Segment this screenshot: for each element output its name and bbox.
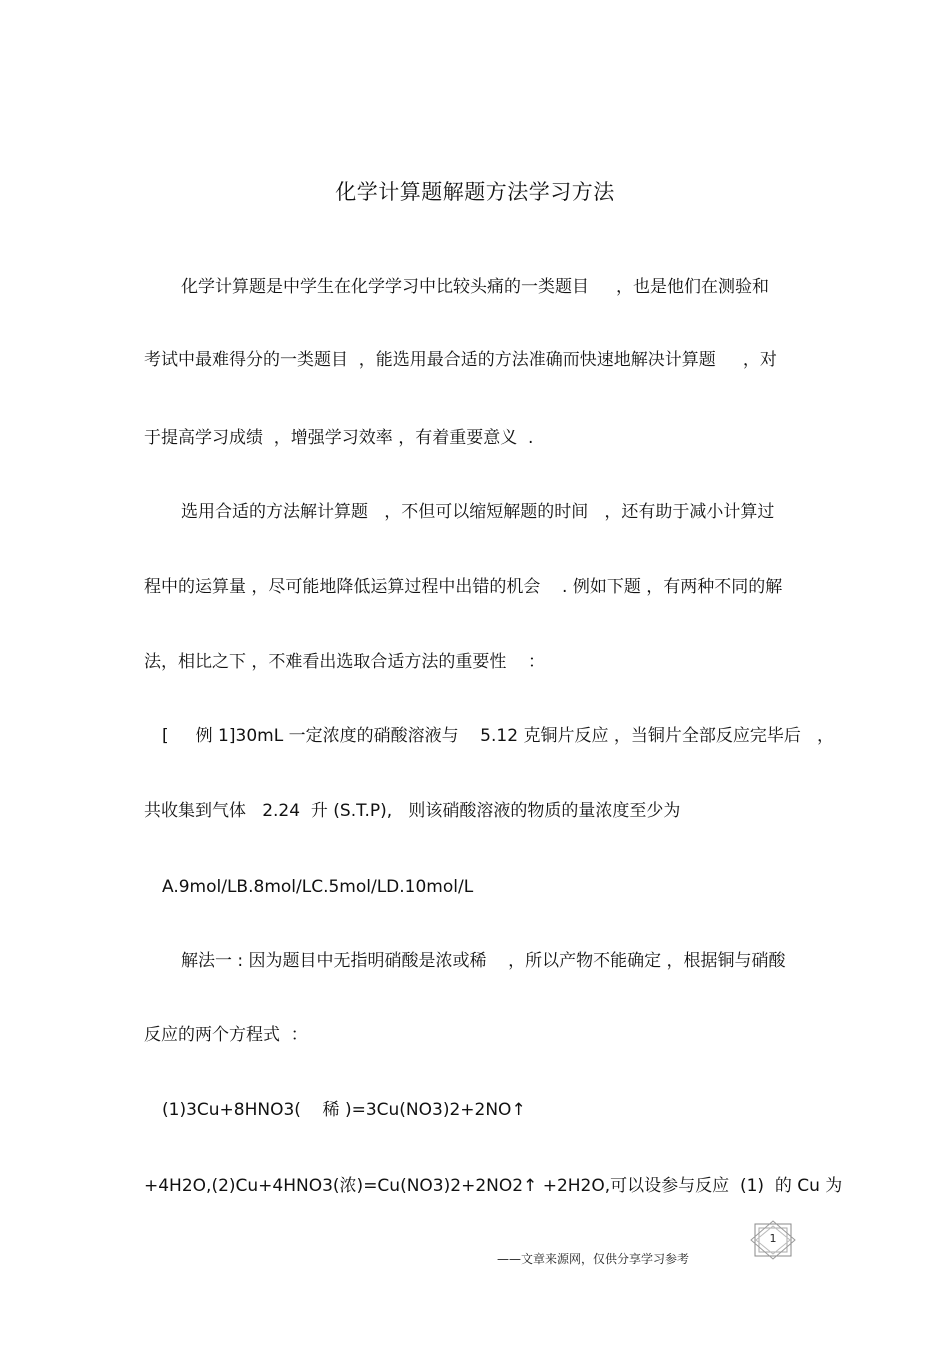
example-line-1: [ 例 1]30mL 一定浓度的硝酸溶液与 5.12 克铜片反应 ，当铜片全部反应完毕后 ，	[162, 726, 835, 746]
solution-line-2: 反应的两个方程式 ：	[144, 1025, 308, 1045]
paragraph-line-3: 于提高学习成绩 ，增强学习效率 ，有着重要意义 .	[144, 428, 534, 448]
example-line-2: 共收集到气体 2.24 升 (S.T.P), 则该硝酸溶液的物质的量浓度至少为	[144, 801, 681, 821]
equation-line-1: (1)3Cu+8HNO3( 稀 )=3Cu(NO3)2+2NO↑	[162, 1100, 526, 1120]
paragraph-line-2: 考试中最难得分的一类题目 ，能选用最合适的方法准确而快速地解决计算题 ，对	[144, 350, 777, 370]
equation-line-2: +4H2O,(2)Cu+4HNO3(浓)=Cu(NO3)2+2NO2↑ +2H2O,可以设参与反应 (1) 的 Cu 为	[144, 1176, 843, 1196]
paragraph-line-5: 程中的运算量 ，尽可能地降低运算过程中出错的机会 . 例如下题 ，有两种不同的解	[144, 577, 783, 597]
paragraph-line-4: 选用合适的方法解计算题 ，不但可以缩短解题的时间 ，还有助于减小计算过	[181, 502, 775, 522]
footer-note: ——文章来源网，仅供分享学习参考	[497, 1252, 690, 1266]
page-number-badge	[748, 1220, 798, 1260]
paragraph-line-1: 化学计算题是中学生在化学学习中比较头痛的一类题目 ，也是他们在测验和	[181, 277, 770, 297]
page-number: 1	[769, 1232, 777, 1245]
answer-options: A.9mol/LB.8mol/LC.5mol/LD.10mol/L	[162, 877, 474, 897]
paragraph-line-6: 法，相比之下 ，不难看出选取合适方法的重要性 ：	[144, 652, 546, 672]
page-title: 化学计算题解题方法学习方法	[335, 180, 615, 204]
solution-line-1: 解法一 : 因为题目中无指明硝酸是浓或稀 ，所以产物不能确定 ，根据铜与硝酸	[181, 951, 786, 971]
